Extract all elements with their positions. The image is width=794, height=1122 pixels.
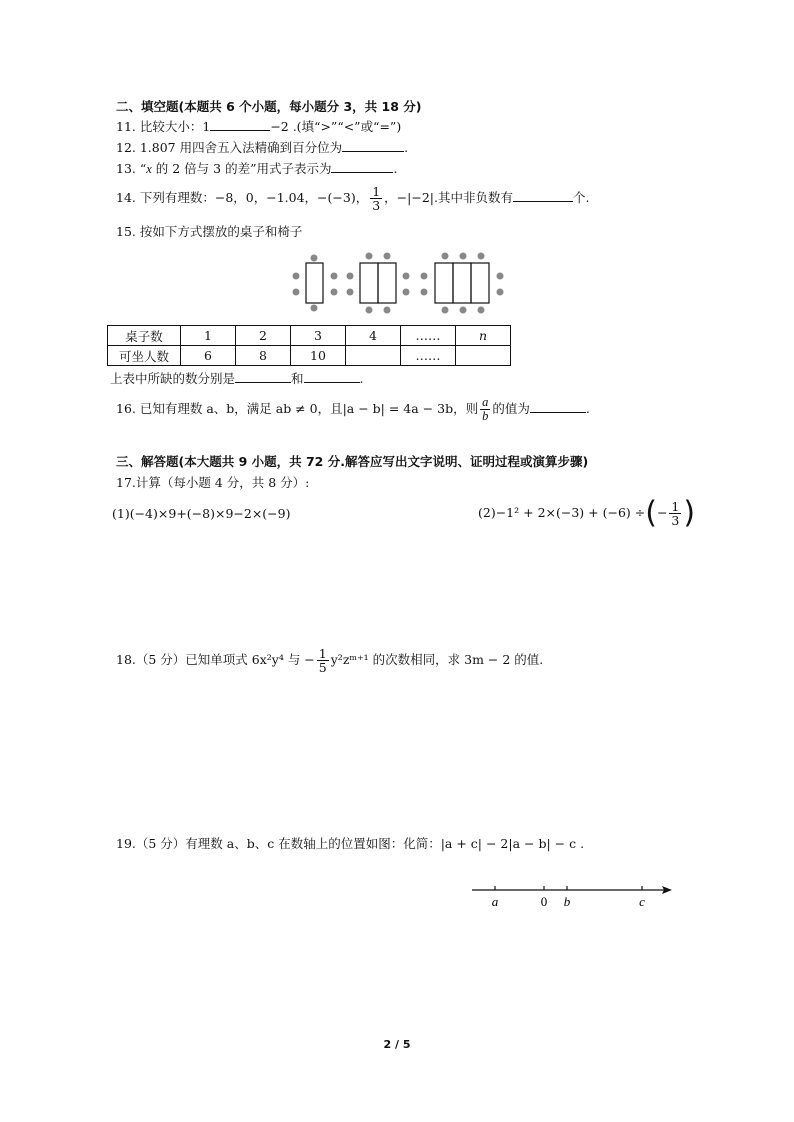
page-number: 2 / 5 <box>383 1038 411 1051</box>
table-cell: 2 <box>236 326 291 346</box>
chair-dot <box>421 273 428 280</box>
table-row <box>108 346 511 366</box>
chair-dot <box>497 273 504 280</box>
q18-mid: y²zᵐ⁺¹ 的次数相同，求 3m − 2 的值. <box>330 652 544 667</box>
chair-dot <box>384 253 391 260</box>
q13-var: x <box>146 162 152 176</box>
q17-fraction <box>669 500 681 527</box>
chair-dot <box>497 289 504 296</box>
q13-text-a: 13. “ <box>116 161 147 176</box>
q12-text: 12. 1.807 用四舍五入法精确到百分位为 <box>116 140 343 155</box>
q16-fraction <box>480 396 490 423</box>
question-12 <box>116 139 408 157</box>
q18-prefix: 18.（5 分）已知单项式 6x²y⁴ 与 − <box>116 652 315 667</box>
q16-end: . <box>585 401 590 416</box>
axis-label-a: a <box>491 894 499 909</box>
chair-dot <box>403 273 410 280</box>
chair-dot <box>366 307 373 314</box>
q15-blank-1[interactable] <box>235 370 291 383</box>
axis-label-0: 0 <box>540 894 548 909</box>
question-14 <box>116 184 589 212</box>
q13-text-b: 的 2 倍与 3 的差”用式子表示为 <box>151 161 332 176</box>
section-3-title: 三、解答题(本大题共 9 小题，共 72 分.解答应写出文字说明、证明过程或演算步骤) <box>116 454 589 469</box>
q18-frac-num: 1 <box>318 646 327 661</box>
table-rect <box>453 263 471 303</box>
q17-part2-prefix: (2)−1² + 2×(−3) + (−6) ÷ <box>478 505 646 520</box>
section-2-title: 二、填空题(本题共 6 个小题，每小题分 3，共 18 分) <box>116 99 422 114</box>
q16-prefix: 16. 已知有理数 a、b，满足 ab ≠ 0，且|a − b| = 4a − 3b，则 <box>116 401 479 416</box>
table-cell: 6 <box>181 346 236 366</box>
chair-dot <box>366 253 373 260</box>
q15-after-table <box>110 370 364 388</box>
table-rect <box>435 263 453 303</box>
chair-dot <box>347 289 354 296</box>
table-cell: 10 <box>291 346 346 366</box>
table-cell[interactable] <box>346 346 401 366</box>
chair-dot <box>478 253 485 260</box>
table-cell: 4 <box>346 326 401 346</box>
q15-end: . <box>359 371 364 386</box>
chair-dot <box>460 253 467 260</box>
table-cell: 8 <box>236 346 291 366</box>
q16-frac-den: b <box>482 409 489 423</box>
chair-dot <box>478 307 485 314</box>
table-cell: 桌子数 <box>108 326 181 346</box>
q12-blank[interactable] <box>342 139 404 152</box>
chair-dot <box>421 289 428 296</box>
q14-blank[interactable] <box>513 189 573 202</box>
q14-prefix: 14. 下列有理数：−8，0，−1.04，−(−3)， <box>116 190 369 205</box>
seating-table <box>107 325 511 366</box>
table-cell: …… <box>401 326 456 346</box>
q11-blank[interactable] <box>210 118 270 131</box>
q11-text-before: 11. 比较大小：1 <box>116 119 211 134</box>
left-paren: ( <box>645 495 657 531</box>
q15-after-text: 上表中所缺的数分别是 <box>110 371 236 386</box>
q13-end: . <box>393 161 398 176</box>
table-rect <box>471 263 489 303</box>
question-13 <box>116 160 397 178</box>
q15-and: 和 <box>291 371 304 386</box>
q12-end: . <box>404 140 409 155</box>
q18-frac-den: 5 <box>318 660 327 675</box>
chair-dot <box>403 289 410 296</box>
table-rect <box>378 263 396 303</box>
q17-part-2 <box>478 495 696 531</box>
q14-frac-num: 1 <box>372 184 381 199</box>
axis-label-c: c <box>639 894 645 909</box>
chair-dot <box>311 255 318 262</box>
q16-frac-num: a <box>482 395 489 409</box>
chair-dot <box>347 273 354 280</box>
question-11 <box>116 118 401 136</box>
q17-frac-den: 3 <box>671 513 680 528</box>
question-19: 19.（5 分）有理数 a、b、c 在数轴上的位置如图：化简：|a + c| − 2|a − b| − c . <box>116 836 585 851</box>
chair-dot <box>384 307 391 314</box>
question-18 <box>116 646 543 674</box>
q17-part2-sign: − <box>656 505 668 520</box>
chair-dot <box>311 305 318 312</box>
chair-dot <box>293 289 300 296</box>
chair-dot <box>460 307 467 314</box>
table-cell: 1 <box>181 326 236 346</box>
q14-fraction <box>370 185 382 212</box>
q13-blank[interactable] <box>331 160 393 173</box>
q15-blank-2[interactable] <box>304 370 360 383</box>
q16-blank[interactable] <box>530 400 586 413</box>
table-cell: 可坐人数 <box>108 346 181 366</box>
chair-dot <box>331 273 338 280</box>
chair-dot <box>442 253 449 260</box>
table-cell: 3 <box>291 326 346 346</box>
table-rect <box>360 263 378 303</box>
q14-suffix: 个. <box>572 190 590 205</box>
table-cell: …… <box>401 346 456 366</box>
question-17: 17.计算（每小题 4 分，共 8 分）: <box>116 475 310 490</box>
q14-mid: ，−|−2|.其中非负数有 <box>384 190 513 205</box>
question-16 <box>116 395 590 423</box>
q16-suffix: 的值为 <box>492 401 530 416</box>
q17-frac-num: 1 <box>671 499 680 514</box>
q14-frac-den: 3 <box>372 198 381 213</box>
table-row <box>108 326 511 346</box>
table-rect <box>306 263 323 303</box>
chair-dot <box>293 273 300 280</box>
right-paren: ) <box>683 495 696 531</box>
chair-dot <box>442 307 449 314</box>
tables-chairs-illustration <box>288 250 510 316</box>
table-cell: n <box>456 326 511 346</box>
q18-fraction <box>317 647 329 674</box>
number-line <box>468 880 674 912</box>
q11-text-after: −2 .(填“>”“<”或“=”) <box>270 119 402 134</box>
q17-part-1: (1)(−4)×9+(−8)×9−2×(−9) <box>112 506 291 521</box>
chair-dot <box>331 289 338 296</box>
table-cell[interactable] <box>456 346 511 366</box>
axis-label-b: b <box>563 894 571 909</box>
question-15: 15. 按如下方式摆放的桌子和椅子 <box>116 224 303 239</box>
